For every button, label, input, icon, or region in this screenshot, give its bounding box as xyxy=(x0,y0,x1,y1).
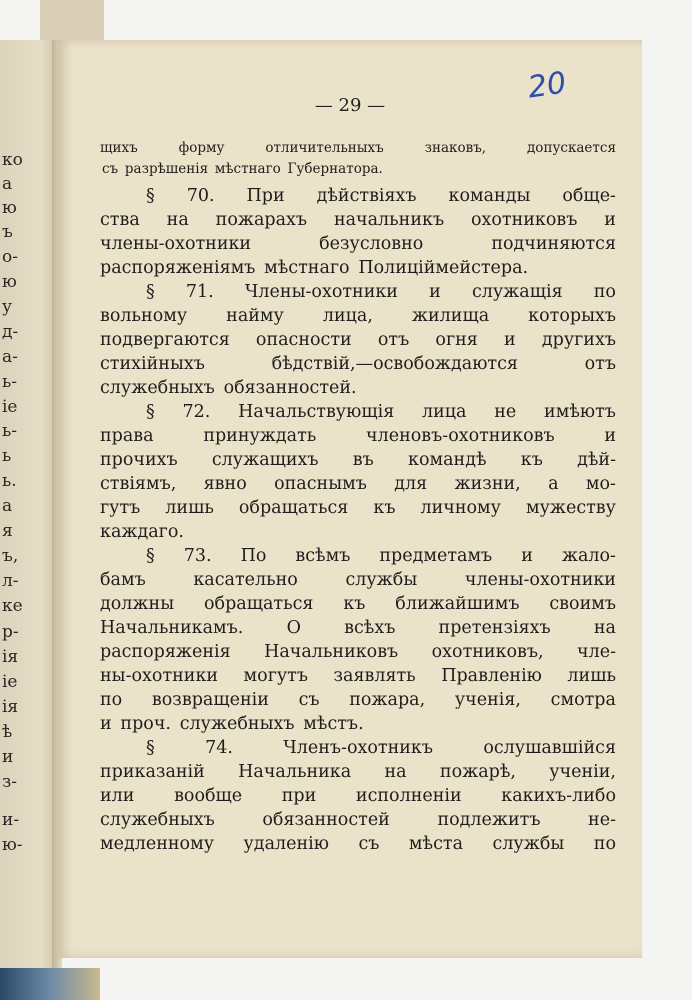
text-line: служебныхъ обязанностей. xyxy=(100,378,357,398)
text-line: подвергаются опасности отъ огня и другихъ xyxy=(100,330,616,350)
text-line: по возвращеніи съ пожара, ученія, смотра xyxy=(100,690,616,710)
text-line: вольному найму лица, жилища которыхъ xyxy=(100,306,616,326)
text-line: стихійныхъ бѣдствій,—освобождаются отъ xyxy=(100,354,616,374)
left-page-text-fragment: и xyxy=(2,747,14,767)
text-line: § 70. При дѣйствіяхъ команды обще- xyxy=(146,186,616,206)
left-page-text-fragment: ъ xyxy=(2,222,13,242)
left-page-text-fragment: ю xyxy=(2,198,17,218)
left-page-text-fragment: а xyxy=(2,496,13,516)
cover-edge xyxy=(0,968,100,1000)
text-line: Начальникамъ. О всѣхъ претензіяхъ на xyxy=(100,618,616,638)
text-line: приказаній Начальника на пожарѣ, ученіи, xyxy=(100,762,616,782)
left-page-text-fragment: ь- xyxy=(2,421,17,441)
left-page-text-fragment: ѣ xyxy=(2,722,13,742)
left-page-text-fragment: д- xyxy=(2,322,19,342)
handwritten-folio-number: 20 xyxy=(525,65,569,106)
text-line: § 72. Начальствующія лица не имѣютъ xyxy=(146,402,616,422)
text-line: каждаго. xyxy=(100,522,184,542)
text-line: ства на пожарахъ начальникъ охотниковъ и xyxy=(100,210,616,230)
text-line: § 74. Членъ-охотникъ ослушавшійся xyxy=(146,738,616,758)
text-line: медленному удаленію съ мѣста службы по xyxy=(100,834,616,854)
text-line: права принуждать членовъ-охотниковъ и xyxy=(100,426,616,446)
left-page-text-fragment: а- xyxy=(2,347,18,367)
text-line: служебныхъ обязанностей подлежитъ не- xyxy=(100,810,616,830)
text-line: щихъ форму отличительныхъ знаковъ, допускается xyxy=(100,140,616,156)
left-page-text-fragment: іе xyxy=(2,672,18,692)
left-page-text-fragment: ко xyxy=(2,150,23,170)
left-page-text-fragment: ія xyxy=(2,697,19,717)
left-page-text-fragment: з- xyxy=(2,772,18,792)
text-line: § 71. Члены-охотники и служащія по xyxy=(146,282,616,302)
left-page-text-fragment: ъ, xyxy=(2,546,19,566)
left-page-edge xyxy=(0,40,58,990)
left-page-text-fragment: ю xyxy=(2,272,17,292)
left-page-text-fragment: іе xyxy=(2,397,18,417)
left-page-text-fragment: о- xyxy=(2,247,18,267)
left-page-text-fragment: ь- xyxy=(2,372,17,392)
text-line: распоряженія Начальниковъ охотниковъ, чле- xyxy=(100,642,616,662)
text-line: прочихъ служащихъ въ командѣ къ дѣй- xyxy=(100,450,616,470)
left-page-text-fragment: ія xyxy=(2,647,19,667)
text-line: ны-охотники могутъ заявлять Правленію лишь xyxy=(100,666,616,686)
left-page-text-fragment: ю- xyxy=(2,835,23,855)
left-page-text-fragment: и- xyxy=(2,810,20,830)
left-page-text-fragment: ь xyxy=(2,446,12,466)
text-line: съ разрѣшенія мѣстнаго Губернатора. xyxy=(102,161,383,177)
left-page-top-edge xyxy=(40,0,104,40)
left-page-text-fragment: л- xyxy=(2,571,19,591)
left-page-text-fragment: у xyxy=(2,297,13,317)
page-number: — 29 — xyxy=(314,95,386,116)
left-page-text-fragment: а xyxy=(2,174,13,194)
text-line: члены-охотники безусловно подчиняются xyxy=(100,234,616,254)
text-line: гутъ лишь обращаться къ личному мужеству xyxy=(100,498,616,518)
left-page-text-fragment: р- xyxy=(2,622,19,642)
text-line: бамъ касательно службы члены-охотники xyxy=(100,570,616,590)
left-page-text-fragment: я xyxy=(2,521,13,541)
text-line: § 73. По всѣмъ предметамъ и жало- xyxy=(146,546,616,566)
page-text xyxy=(100,138,616,856)
text-line: или вообще при исполненіи какихъ-либо xyxy=(100,786,616,806)
text-line: и проч. служебныхъ мѣстъ. xyxy=(100,714,364,734)
book-page xyxy=(58,40,642,958)
text-line: ствіямъ, явно опаснымъ для жизни, а мо- xyxy=(100,474,616,494)
left-page-text-fragment: ь. xyxy=(2,471,17,491)
text-line: распоряженіямъ мѣстнаго Полицiймейстера. xyxy=(100,258,529,278)
text-line: должны обращаться къ ближайшимъ своимъ xyxy=(100,594,616,614)
left-page-text-fragment: ке xyxy=(2,596,23,616)
